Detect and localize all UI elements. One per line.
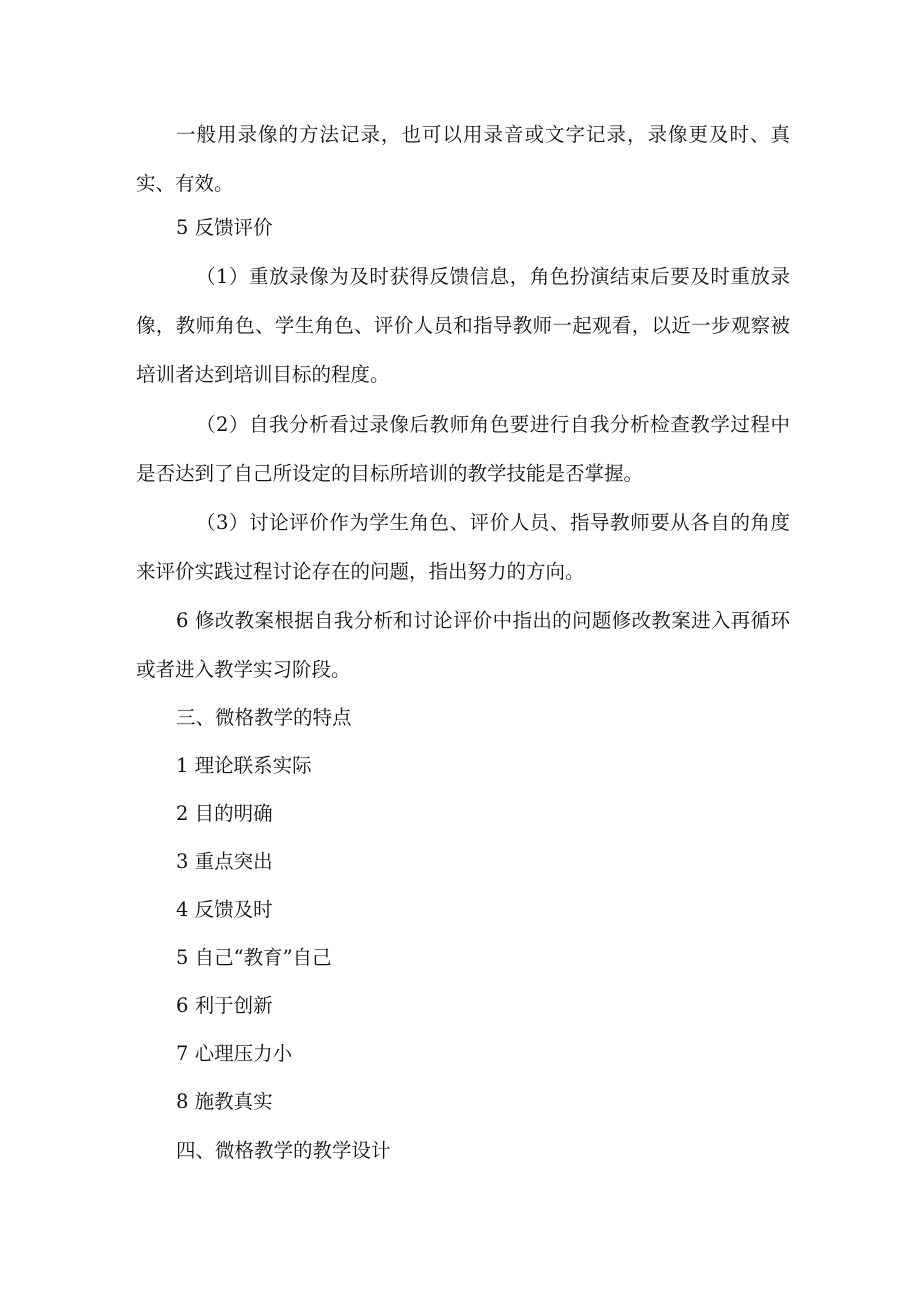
heading-section-3: 三、微格教学的特点 — [176, 706, 352, 729]
list-item: 1 理论联系实际 — [176, 754, 312, 777]
paragraph-recording: 一般用录像的方法记录，也可以用录音或文字记录，录像更及时、真实、有效。 — [136, 123, 790, 195]
list-item: 4 反馈及时 — [176, 898, 273, 921]
list-item: 8 施教真实 — [176, 1090, 273, 1113]
list-item: 7 心理压力小 — [176, 1042, 293, 1065]
heading-section-4: 四、微格教学的教学设计 — [176, 1139, 391, 1162]
list-item: 6 利于创新 — [176, 994, 273, 1017]
paragraph-discussion: （3）讨论评价作为学生角色、评价人员、指导教师要从各自的角度来评价实践过程讨论存在的问题，指出努力的方向。 — [136, 511, 790, 583]
paragraph-replay: （1）重放录像为及时获得反馈信息，角色扮演结束后要及时重放录像，教师角色、学生角色、评价人员和指导教师一起观看，以近一步观察被培训者达到培训目标的程度。 — [136, 265, 790, 386]
paragraph-self-analysis: （2）自我分析看过录像后教师角色要进行自我分析检查教学过程中是否达到了自己所设定的目标所培训的教学技能是否掌握。 — [136, 413, 790, 485]
paragraph-revise-plan: 6 修改教案根据自我分析和讨论评价中指出的问题修改教案进入再循环或者进入教学实习阶段。 — [136, 609, 790, 681]
heading-feedback: 5 反馈评价 — [176, 216, 273, 239]
list-item: 5 自己“教育”自己 — [176, 946, 332, 969]
list-item: 2 目的明确 — [176, 802, 273, 825]
list-item: 3 重点突出 — [176, 850, 273, 873]
